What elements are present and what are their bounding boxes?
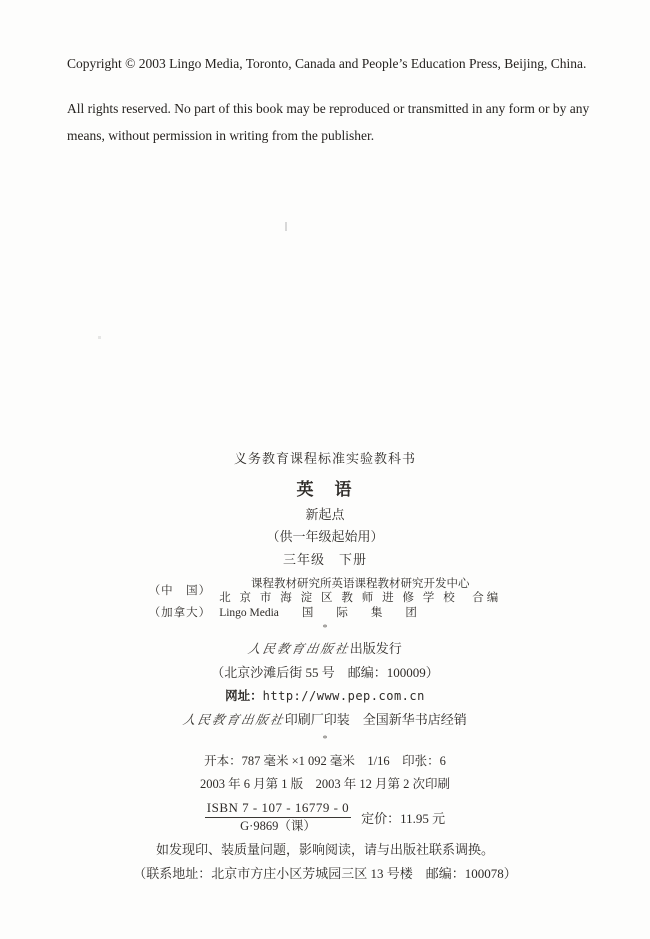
country-label-canada: （加拿大） [148,607,212,619]
edition-line: 2003 年 6 月第 1 版 2003 年 12 月第 2 次印刷 [199,777,450,791]
editor-row-canada [149,606,502,620]
website-line [0,684,650,708]
separator-asterisk: * [322,623,328,634]
print-action: 印刷厂印装 全国新华书店经销 [284,712,467,727]
price-label: 定价：11.95 元 [361,810,446,826]
editors-block [149,577,502,620]
isbn-category: G·9869（课） [240,819,316,833]
printer-line [0,708,650,732]
scan-speck [98,336,101,339]
website-url: http://www.pep.com.cn [262,689,425,703]
quality-note: 如发现印、装质量问题，影响阅读，请与出版社联系调换。 [155,842,494,857]
printer-name-calligraphy: 人民教育出版社 [182,713,287,727]
editor-china-line1: 课程教材研究所英语课程教材研究开发中心 [251,578,470,590]
website-label: 网址： [225,689,263,703]
format-line: 开本：787 毫米 ×1 092 毫米 1/16 印张：6 [204,754,446,768]
scan-speck [285,222,287,231]
edition-name: 新起点 [305,507,345,522]
publisher-line [0,637,650,661]
publisher-address: （北京沙滩后街 55 号 邮编：100009） [211,665,439,680]
isbn-number: ISBN 7 - 107 - 16779 - 0 [205,799,351,818]
book-title: 英 语 [296,480,354,499]
contact-note: （联系地址：北京市方庄小区芳城园三区 13 号楼 邮编：100078） [133,866,517,881]
country-label-china: （中 国） [148,585,212,597]
publish-action: 出版发行 [349,641,402,656]
isbn-fraction [205,799,351,835]
publisher-name-calligraphy: 人民教育出版社 [247,642,352,656]
colophon-block [0,451,650,886]
publisher-block [0,637,650,732]
usage-note: （供一年级起始用） [266,529,384,544]
editor-canada-line1: Lingo Media 国 际 集 团 [219,607,417,619]
copyright-line: Copyright © 2003 Lingo Media, Toronto, Canada and People’s Education Press, Beijing, China. [67,56,587,71]
separator-asterisk: * [322,734,328,745]
isbn-price-row [0,799,650,835]
editor-row-china [149,577,502,605]
grade-volume: 三年级 下册 [282,552,367,567]
series-title: 义务教育课程标准实验教科书 [233,451,416,466]
copyright-block [67,50,591,149]
editor-china-line2: 北 京 市 海 淀 区 教 师 进 修 学 校 合编 [219,592,502,604]
rights-statement: All rights reserved. No part of this book may be reproduced or transmitted in any form or by any means, without permission in writing from the publisher. [67,101,590,143]
